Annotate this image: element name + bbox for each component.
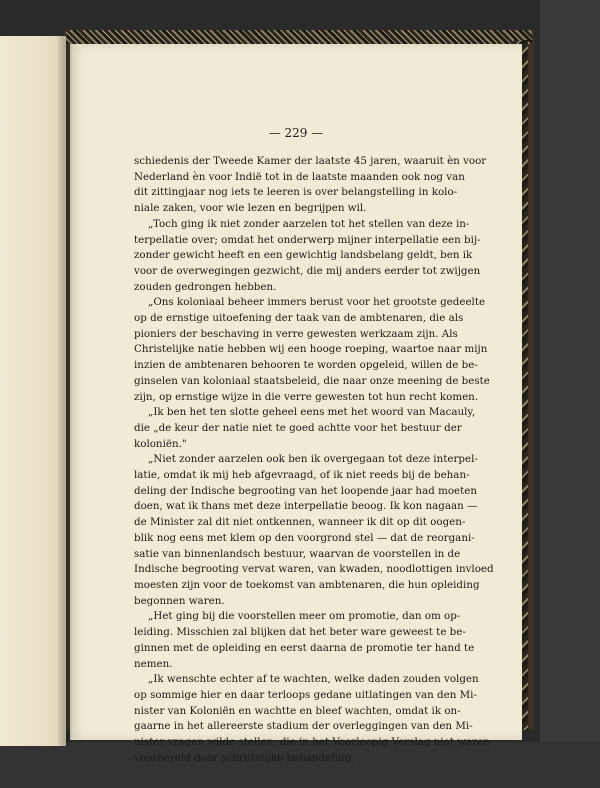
text-line: zonder gewicht heeft en een gewichtig landsbelang geldt, ben ik <box>134 249 473 262</box>
text-line: koloniën." <box>134 437 187 450</box>
dark-background <box>540 0 600 788</box>
text-line: „Ons koloniaal beheer immers berust voor het grootste gedeelte <box>148 296 486 309</box>
text-line: moesten zijn voor de toekomst van ambtenaren, die hun opleiding <box>134 578 480 591</box>
text-line: satie van binnenlandsch bestuur, waarvan de voorstellen in de <box>134 547 461 560</box>
text-line: de Minister zal dit niet ontkennen, wanneer ik dit op dit oogen- <box>134 516 466 529</box>
text-line: ginselen van koloniaal staatsbeleid, die naar onze meening de beste <box>134 374 490 387</box>
text-line: „Niet zonder aarzelen ook ben ik overgegaan tot deze interpel- <box>148 453 478 466</box>
text-line: terpellatie over; omdat het onderwerp mijner interpellatie een bij- <box>134 233 481 246</box>
text-line: begonnen waren. <box>134 594 225 607</box>
text-line: voorbereid door schriftelijke behandeling. <box>134 751 355 764</box>
text-line: die „de keur der natie niet te goed achtte voor het bestuur der <box>134 421 462 434</box>
text-line: op sommige hier en daar terloops gedane uitlatingen van den Mi- <box>134 688 477 701</box>
text-line: deling der Indische begrooting van het loopende jaar had moeten <box>134 484 477 497</box>
text-line: inzien de ambtenaren behooren te worden opgeleid, willen de be- <box>134 359 478 372</box>
text-line: dit zittingjaar nog iets te leeren is over belangstelling in kolo- <box>134 186 458 199</box>
text-line: nister vragen wilde stellen, die in het Voorloopig Verslag niet waren <box>134 736 490 749</box>
text-line: nemen. <box>134 657 173 670</box>
text-line: Christelijke natie hebben wij een hooge roeping, waartoe naar mijn <box>134 343 488 356</box>
text-line: ginnen met de opleiding en eerst daarna de promotie ter hand te <box>134 641 475 654</box>
text-line: gaarne in het allereerste stadium der overleggingen van den Mi- <box>134 720 473 733</box>
text-line: voor de overwegingen gezwicht, die mij anders eerder tot zwijgen <box>134 264 481 277</box>
text-line: Nederland èn voor Indië tot in de laatste maanden ook nog van <box>134 170 465 183</box>
text-line: latie, omdat ik mij heb afgevraagd, of ik niet reeds bij de behan- <box>134 469 470 482</box>
text-line: blik nog eens met klem op den voorgrond stel — dat de reorgani- <box>134 531 475 544</box>
text-line: „Ik ben het ten slotte geheel eens met het woord van Macauly, <box>148 406 476 419</box>
spine-shadow <box>58 36 72 746</box>
body-text <box>134 154 494 766</box>
text-line: „Toch ging ik niet zonder aarzelen tot het stellen van deze in- <box>148 217 470 230</box>
text-line: pioniers der beschaving in verre gewesten werkzaam zijn. Als <box>134 327 458 340</box>
marbled-edge-top <box>66 30 532 44</box>
text-line: „Het ging bij die voorstellen meer om promotie, dan om op- <box>148 610 461 623</box>
text-line: nister van Koloniën en wachtte en bleef wachten, omdat ik on- <box>134 704 461 717</box>
text-line: zijn, op ernstige wijze in die verre gewesten tot hun recht komen. <box>134 390 479 403</box>
text-line: niale zaken, voor wie lezen en begrijpen wil. <box>134 202 367 215</box>
left-page <box>0 36 66 746</box>
text-line: doen, wat ik thans met deze interpellatie beoog. Ik kon nagaan — <box>134 500 478 513</box>
text-line: „Ik wenschte echter af te wachten, welke daden zouden volgen <box>148 673 479 686</box>
text-line: schiedenis der Tweede Kamer der laatste 45 jaren, waaruit èn voor <box>134 155 487 167</box>
text-line: zouden gedrongen hebben. <box>134 280 277 293</box>
text-line: leiding. Misschien zal blijken dat het beter ware geweest te be- <box>134 626 466 639</box>
text-line: Indische begrooting vervat waren, van kwaden, noodlottigen invloed <box>134 563 494 576</box>
page-number: — 229 — <box>268 126 324 140</box>
text-line: op de ernstige uitoefening der taak van de ambtenaren, die als <box>134 312 464 325</box>
